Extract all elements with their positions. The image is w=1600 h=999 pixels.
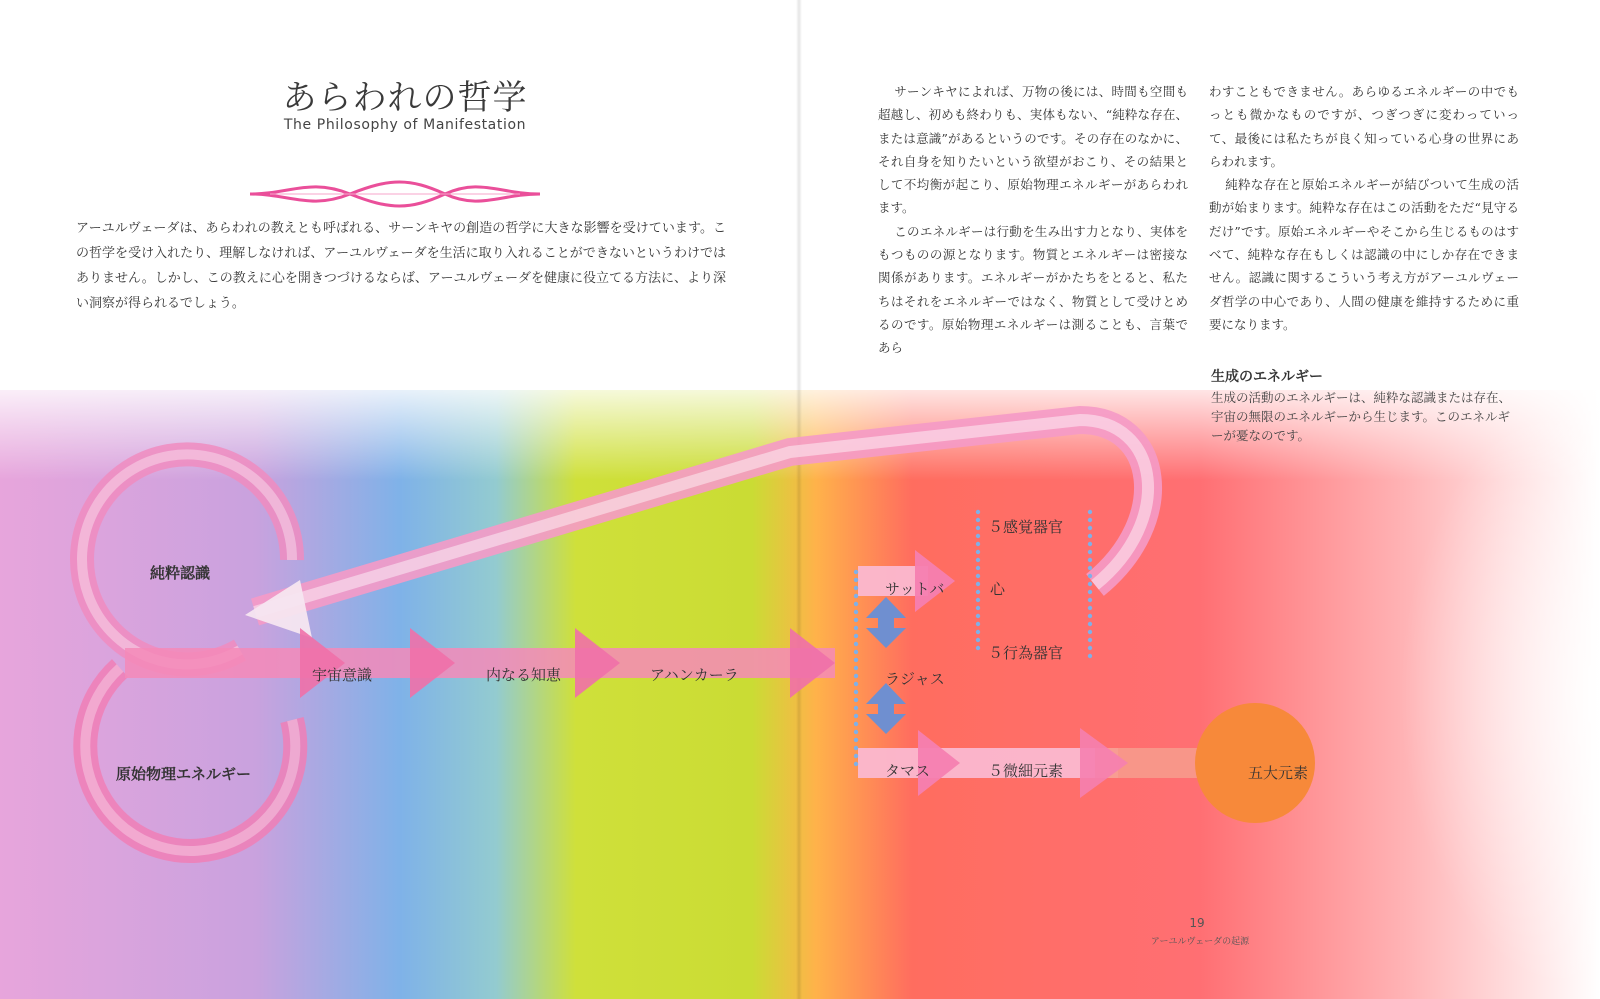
guide-dot (1088, 542, 1092, 546)
five-subtle-elements-label: ５微細元素 (988, 762, 1064, 780)
guide-dot (854, 634, 858, 638)
guide-dot (1088, 598, 1092, 602)
guide-dot (854, 682, 858, 686)
guide-dot (1088, 590, 1092, 594)
sidebar-heading: 生成のエネルギー (1211, 369, 1323, 385)
guide-dot (976, 566, 980, 570)
ornament-icon (250, 178, 540, 210)
guide-dot (1088, 638, 1092, 642)
guide-dot (1088, 510, 1092, 514)
guide-dot (976, 510, 980, 514)
guide-dot (976, 550, 980, 554)
body-paragraph: わすこともできません。あらゆるエネルギーの中でもっとも微かなものですが、つぎつぎに変わっていって、最後には私たちが良く知っている心身の世界にあらわれます。 (1209, 84, 1519, 169)
guide-dot (854, 714, 858, 718)
guide-dot (1088, 630, 1092, 634)
guide-dot (1088, 550, 1092, 554)
guide-dot (1088, 622, 1092, 626)
body-column-1 (878, 80, 1188, 360)
guide-dot (854, 610, 858, 614)
guide-dot (976, 598, 980, 602)
guide-dot (976, 606, 980, 610)
primordial-energy-ring (85, 668, 295, 851)
intro-paragraph: アーユルヴェーダは、あらわれの教えとも呼ばれる、サーンキヤの創造の哲学に大きな影響を受けています。この哲学を受け入れたり、理解しなければ、アーユルヴェーダを生活に取り入れることができないというわけではありません。しかし、この教えに心を開きつづけるならば、アーユルヴェーダを健康に役立てる方法に、より深い洞察が得られるでしょう。 (76, 221, 726, 311)
guide-dot (976, 630, 980, 634)
guide-dot (854, 594, 858, 598)
rajas-label: ラジャス (885, 670, 945, 688)
five-great-elements-label: 五大元素 (1248, 764, 1309, 782)
guide-dot (1088, 558, 1092, 562)
guide-dot (854, 626, 858, 630)
page-subtitle: The Philosophy of Manifestation (283, 117, 527, 133)
running-footer: アーユルヴェーダの起源 (1150, 937, 1250, 947)
guide-dot (976, 542, 980, 546)
guide-dot (854, 586, 858, 590)
five-action-organs-label: ５行為器官 (988, 644, 1064, 662)
guide-dot (976, 614, 980, 618)
guide-dot (1088, 606, 1092, 610)
guide-dot (854, 666, 858, 670)
guide-dot (854, 754, 858, 758)
guide-dot (976, 646, 980, 650)
guide-dot (976, 582, 980, 586)
guide-dot (1088, 614, 1092, 618)
guide-dot (854, 642, 858, 646)
guide-dot (1088, 574, 1092, 578)
guide-dot (1088, 566, 1092, 570)
ahamkara-label: アハンカーラ (650, 666, 739, 684)
guide-dot (854, 570, 858, 574)
guide-dot (976, 526, 980, 530)
guide-dot (1088, 526, 1092, 530)
guide-dot (976, 534, 980, 538)
gunas-blue-arrows (866, 597, 906, 734)
guide-dot (854, 650, 858, 654)
guide-dot (854, 674, 858, 678)
pure-awareness-label: 純粋認識 (150, 564, 211, 582)
guide-dot (854, 658, 858, 662)
body-paragraph: サーンキヤによれば、万物の後には、時間も空間も超越し、初めも終わりも、実体もない、“純粋な存在、または意識”があるというのです。その存在のなかに、それ自身を知りたいという欲望がおこり、その結果として不均衡が起こり、原始物理エネルギーがあらわれます。 (878, 84, 1188, 216)
guide-dot (854, 746, 858, 750)
sidebar-text: 生成の活動のエネルギーは、純粋な認識または存在、宇宙の無限のエネルギーから生じます。このエネルギーが憂なのです。 (1211, 390, 1512, 443)
five-senses-label: ５感覚器官 (988, 518, 1064, 536)
guide-dot (854, 690, 858, 694)
main-flow-band (125, 628, 835, 698)
guide-dot (854, 698, 858, 702)
guide-dot (854, 706, 858, 710)
page-number: 19 (1189, 916, 1205, 930)
guide-dot (854, 722, 858, 726)
guide-dot (976, 590, 980, 594)
guide-dot (854, 602, 858, 606)
primordial-energy-label: 原始物理エネルギー (116, 765, 252, 783)
guide-dot (976, 638, 980, 642)
guide-dot (1088, 518, 1092, 522)
pure-awareness-ring (82, 454, 292, 664)
guide-dot (854, 762, 858, 766)
cosmic-intelligence-label: 宇宙意識 (312, 666, 373, 684)
guide-dot (1088, 646, 1092, 650)
mind-label: 心 (990, 580, 1006, 598)
sattva-label: サットバ (885, 580, 945, 598)
body-paragraph: このエネルギーは行動を生み出す力となり、実体をもつものの源となります。物質とエネルギーは密接な関係があります。エネルギーがかたちをとると、私たちはそれをエネルギーではなく、物質として受けとめるのです。原始物理エネルギーは測ることも、言葉であら (878, 223, 1188, 356)
tamas-label: タマス (885, 762, 931, 780)
body-paragraph: 純粋な存在と原始エネルギーが結びついて生成の活動が始まります。純粋な存在はこの活動をただ“見守るだけ”です。原始エネルギーやそこから生じるものはすべて、純粋な存在もしくは認識の中にしか存在できません。認識に関するこういう考え方がアーユルヴェーダ哲学の中心であり、人間の健康を維持するために重要になります。 (1209, 177, 1519, 332)
guide-dot (854, 578, 858, 582)
guide-dot (976, 622, 980, 626)
guide-dot (976, 574, 980, 578)
guide-dot (1088, 582, 1092, 586)
inner-wisdom-label: 内なる知恵 (486, 666, 562, 684)
guide-dot (976, 518, 980, 522)
guide-dot (854, 730, 858, 734)
guide-dot (976, 558, 980, 562)
page-title: あらわれの哲学 (282, 78, 528, 118)
guide-dot (854, 618, 858, 622)
guide-dot (854, 738, 858, 742)
body-column-2 (1209, 80, 1519, 336)
guide-dot (1088, 534, 1092, 538)
guide-dot (1088, 654, 1092, 658)
